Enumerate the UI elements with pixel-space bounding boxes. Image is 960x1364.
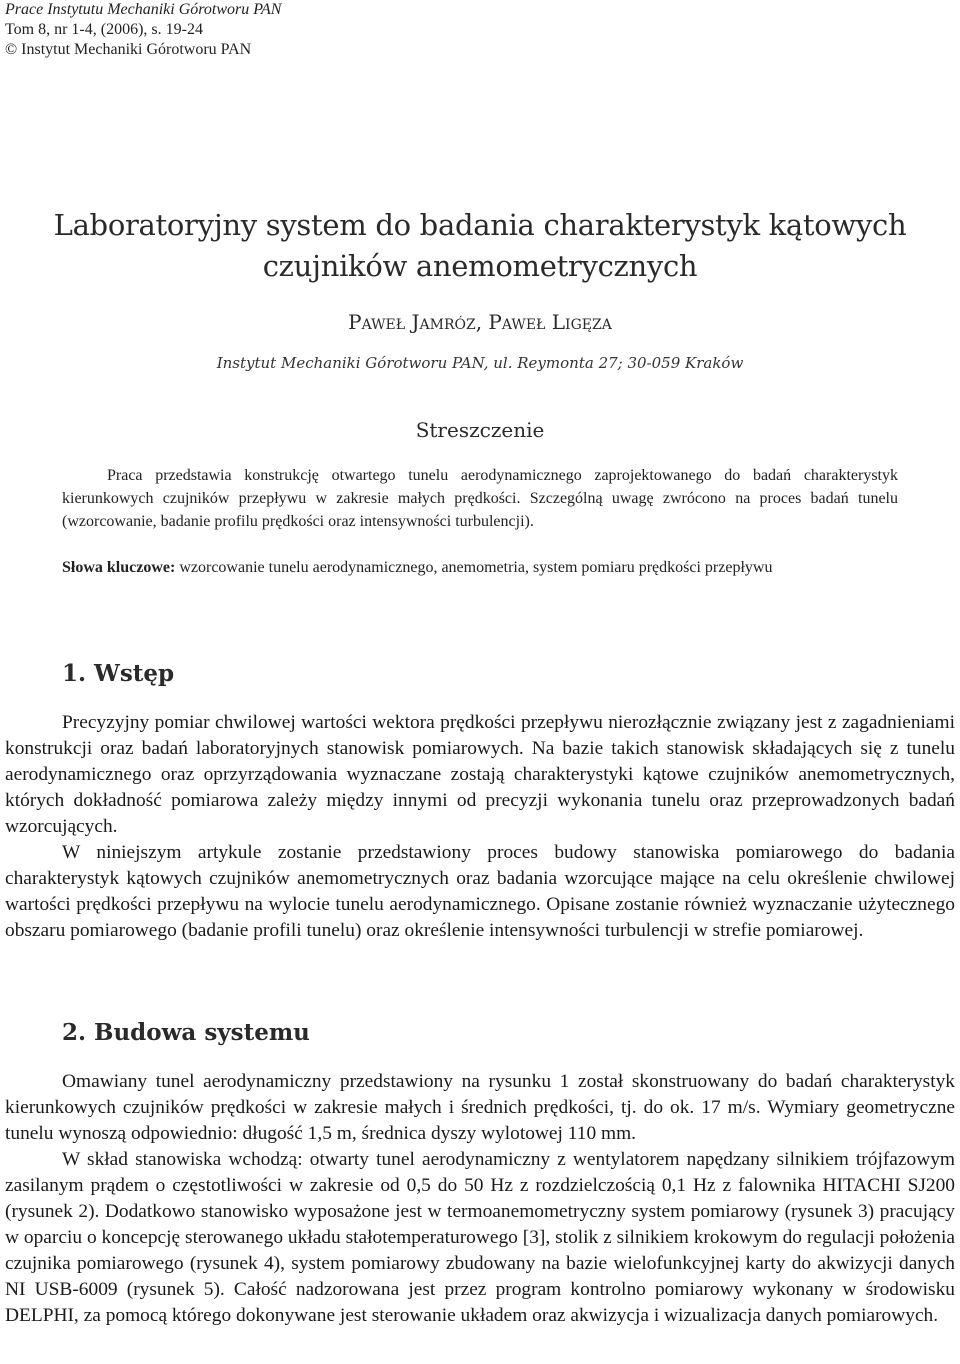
authors: Paweł Jamróz, Paweł Ligęza bbox=[348, 310, 612, 334]
abstract-heading: Streszczenie bbox=[415, 418, 545, 442]
title-line-2: czujników anemometrycznych bbox=[262, 249, 698, 283]
copyright-line: © Instytut Mechaniki Górotworu PAN bbox=[5, 41, 252, 58]
section-body-intro bbox=[5, 710, 955, 944]
volume-info: Tom 8, nr 1-4, (2006), s. 19-24 bbox=[5, 21, 203, 38]
journal-name: Prace Instytutu Mechaniki Górotworu PAN bbox=[5, 1, 282, 18]
keywords-label: Słowa kluczowe: bbox=[62, 559, 176, 576]
keywords bbox=[62, 556, 898, 579]
section-heading-intro: 1. Wstęp bbox=[62, 660, 175, 687]
section-heading-system: 2. Budowa systemu bbox=[62, 1019, 310, 1046]
journal-header bbox=[5, 0, 281, 60]
keywords-text: wzorcowanie tunelu aerodynamicznego, anemometria, system pomiaru prędkości przepływu bbox=[179, 559, 773, 576]
paragraph: Precyzyjny pomiar chwilowej wartości wektora prędkości przepływu nierozłącznie związany jest z zagadnieniami konstrukcji oraz badań laboratoryjnych stanowisk pomiarowych. Na bazie takich stanowisk składających się z tunelu aerodynamicznego oraz oprzyrządowania wyznaczane zostają charakterystyki kątowe czujników anemometrycznych, których dokładność pomiarowa zależy między innymi od precyzji wykonania tunelu oraz przeprowadzonych badań wzorcujących. bbox=[5, 712, 955, 837]
title-line-1: Laboratoryjny system do badania charakterystyk kątowych bbox=[53, 208, 907, 242]
paragraph: W niniejszym artykule zostanie przedstawiony proces budowy stanowiska pomiarowego do badania charakterystyk kątowych czujników anemometrycznych oraz badania wzorcujące mające na celu określenie chwilowej wartości prędkości przepływu na wylocie tunelu aerodynamicznego. Opisane zostanie również wyznaczanie użytecznego obszaru pomiarowego (badanie profili tunelu) oraz określenie intensywności turbulencji w strefie pomiarowej. bbox=[5, 842, 955, 941]
paragraph: Omawiany tunel aerodynamiczny przedstawiony na rysunku 1 został skonstruowany do badań charakterystyk kierunkowych czujników prędkości w zakresie małych i średnich prędkości, tj. do ok. 17 m/s. Wymiary geometryczne tunelu wynoszą odpowiednio: długość 1,5 m, średnica dyszy wylotowej 110 mm. bbox=[5, 1071, 955, 1144]
abstract-text: Praca przedstawia konstrukcję otwartego tunelu aerodynamicznego zaprojektowanego do badań charakterystyk kierunkowych czujników przepływu w zakresie małych prędkości. Szczególną uwagę zwrócono na proces badań tunelu (wzorcowanie, badanie profilu prędkości oraz intensywności turbulencji). bbox=[62, 467, 898, 530]
paragraph: W skład stanowiska wchodzą: otwarty tunel aerodynamiczny z wentylatorem napędzany silnikiem trójfazowym zasilanym prądem o częstotliwości w zakresie od 0,5 do 50 Hz z rozdzielczością 0,1 Hz z falownika HITACHI SJ200 (rysunek 2). Dodatkowo stanowisko wyposażone jest w termoanemometryczny system pomiarowy (rysunek 3) pracujący w oparciu o koncepcję sterowanego układu stałotemperaturowego [3], stolik z silnikiem krokowym do regulacji położenia czujnika pomiarowego (rysunek 4), system pomiarowy zbudowany na bazie wielofunkcyjnej karty do akwizycji danych NI USB-6009 (rysunek 5). Całość nadzorowana jest przez program kontrolno pomiarowy wykonany w środowisku DELPHI, za pomocą którego dokonywane jest sterowanie układem oraz akwizycja i wizualizacja danych pomiarowych. bbox=[5, 1149, 955, 1326]
paper-title bbox=[0, 205, 960, 287]
affiliation: Instytut Mechaniki Górotworu PAN, ul. Reymonta 27; 30-059 Kraków bbox=[216, 354, 744, 372]
section-body-system bbox=[5, 1069, 955, 1329]
